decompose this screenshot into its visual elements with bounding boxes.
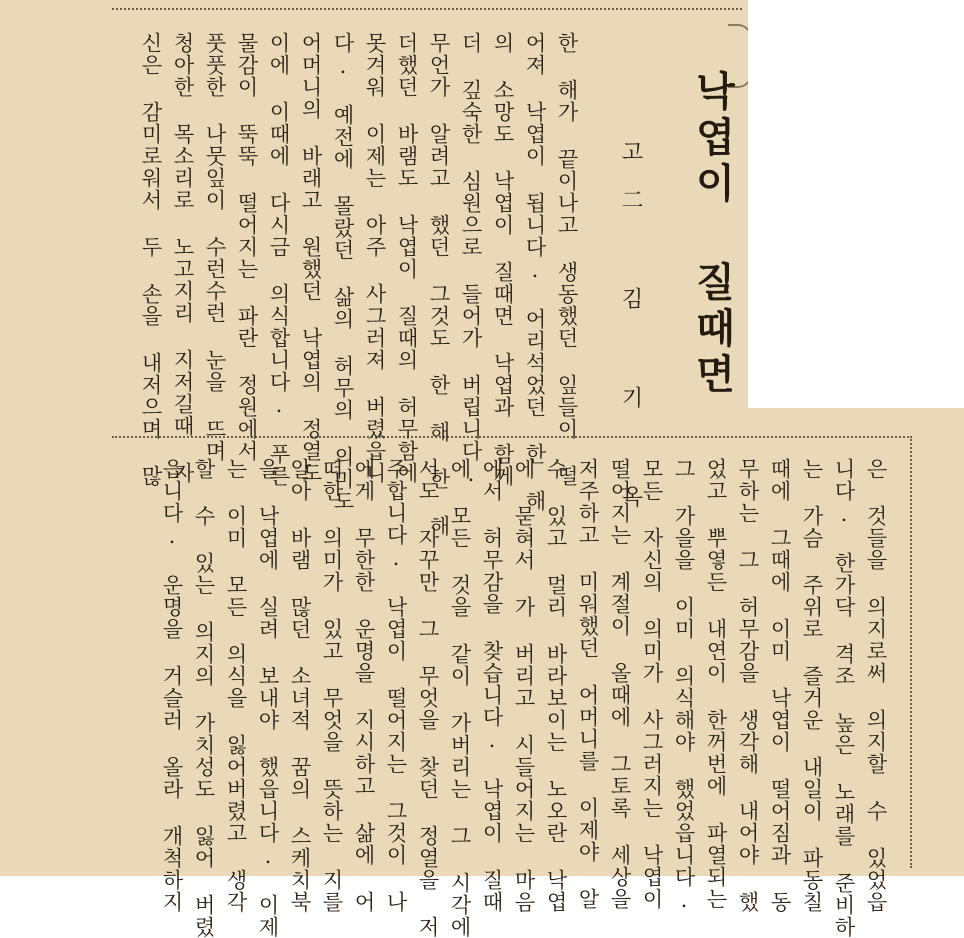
text-column: 에 묻혀서 가 버리고 시들어지는 마음 xyxy=(512,458,536,913)
article-title: 낙엽이 질때면 xyxy=(689,70,736,399)
text-column: 더했던 바램도 낙엽이 질때의 허무함에 xyxy=(395,32,419,484)
text-column: 풋풋한 나뭇잎이 수런수런 눈을 뜨며 xyxy=(203,32,227,462)
top-dotted-rule xyxy=(112,8,742,10)
text-column: 읍니다. 운명을 거슬러 올라 개척하지 xyxy=(160,458,184,913)
text-column: 어져 낙엽이 됩니다. 어리석었던 한 해 xyxy=(523,32,547,512)
text-column: 떠한 의미가 있고 무엇을 뜻하는 지를 xyxy=(320,458,344,913)
text-column: 어머니의 바래고 원했던 낙엽의 정열도 xyxy=(299,32,323,484)
text-column: 의 소망도 낙엽이 질때면 낙엽과 함께 xyxy=(491,32,515,487)
text-column: 었고 뿌옇든 내연이 한꺼번에 파열되는 xyxy=(704,458,728,910)
text-column: 에 모든 것을 같이 가버리는 그 시각에 xyxy=(448,458,472,938)
upper-text-block xyxy=(86,32,583,537)
text-column: 알아 바램 많던 소녀적 꿈의 스케치북 xyxy=(288,458,312,913)
text-column: 무하는 그 허무감을 생각해 내어야 했 xyxy=(736,458,760,913)
text-column: 못겨워 이제는 아주 사그러져 버렸읍니 xyxy=(363,32,387,484)
text-column: 한 해가 끝이나고 생동했던 잎들이 떨 xyxy=(555,32,579,487)
text-column: 청아한 목소리로 노고지리 지저길때 자 xyxy=(171,32,195,484)
text-column: 때에 그때에 이미 낙엽이 떨어짐과 동 xyxy=(768,458,792,913)
text-column: 에게 무한한 운명을 지시하고 삶에 어 xyxy=(352,458,376,913)
article-author: 고二 김 기 옥 xyxy=(618,140,643,533)
text-column: 는 이미 모든 의식을 잃어버렸고 생각 xyxy=(224,458,248,913)
text-column: 에서 허무감을 찾습니다. 낙엽이 질때 xyxy=(480,458,504,913)
text-column: 저주하고 미워했던 어머니를 이제야 알 xyxy=(576,458,600,910)
blank-region xyxy=(748,0,964,408)
text-column: 물감이 뚝뚝 떨어지는 파란 정원에서 xyxy=(235,32,259,462)
text-column: 주합니다. 낙엽이 떨어지는 그것이 나 xyxy=(384,458,408,913)
text-column: 서도 자꾸만 그 무엇을 찾던 정열을 저 xyxy=(416,458,440,938)
text-column: 은 것들을 의지로써 의지할 수 있었읍 xyxy=(864,458,888,913)
text-column: 신은 감미로워서 두 손을 내저으며 많 xyxy=(139,32,163,487)
text-column: 니다. 한가닥 격조 높은 노래를 준비하 xyxy=(832,458,856,938)
right-dotted-rule xyxy=(910,436,912,868)
text-column: 모든 자신의 의미가 사그러지는 낙엽이 xyxy=(640,458,664,910)
text-column: 할 수 있는 의지의 가치성도 잃어 버렸 xyxy=(192,458,216,938)
text-column: 다. 예전에 몰랐던 삶의 허무의 의미도 xyxy=(331,32,355,512)
text-column: 수 있고 멀리 바라보이는 노오란 낙엽 xyxy=(544,458,568,913)
lower-text-block xyxy=(80,458,892,938)
text-column: 더 깊숙한 심원으로 들어가 버립니다. xyxy=(459,32,483,487)
text-column: 이에 이때에 다시금 의식합니다. 푸른 xyxy=(267,32,291,487)
text-column: 무언가 알려고 했던 그것도 한 해 한 해 xyxy=(427,32,451,537)
text-column: 을 낙엽에 실려 보내야 했읍니다. 이제 xyxy=(256,458,280,938)
text-column: 떨어지는 계절이 올때에 그토록 세상을 xyxy=(608,458,632,910)
text-column: 그 가을을 이미 의식해야 했었읍니다. xyxy=(672,458,696,913)
text-column: 는 가슴 주위로 즐거운 내일이 파동칠 xyxy=(800,458,824,913)
